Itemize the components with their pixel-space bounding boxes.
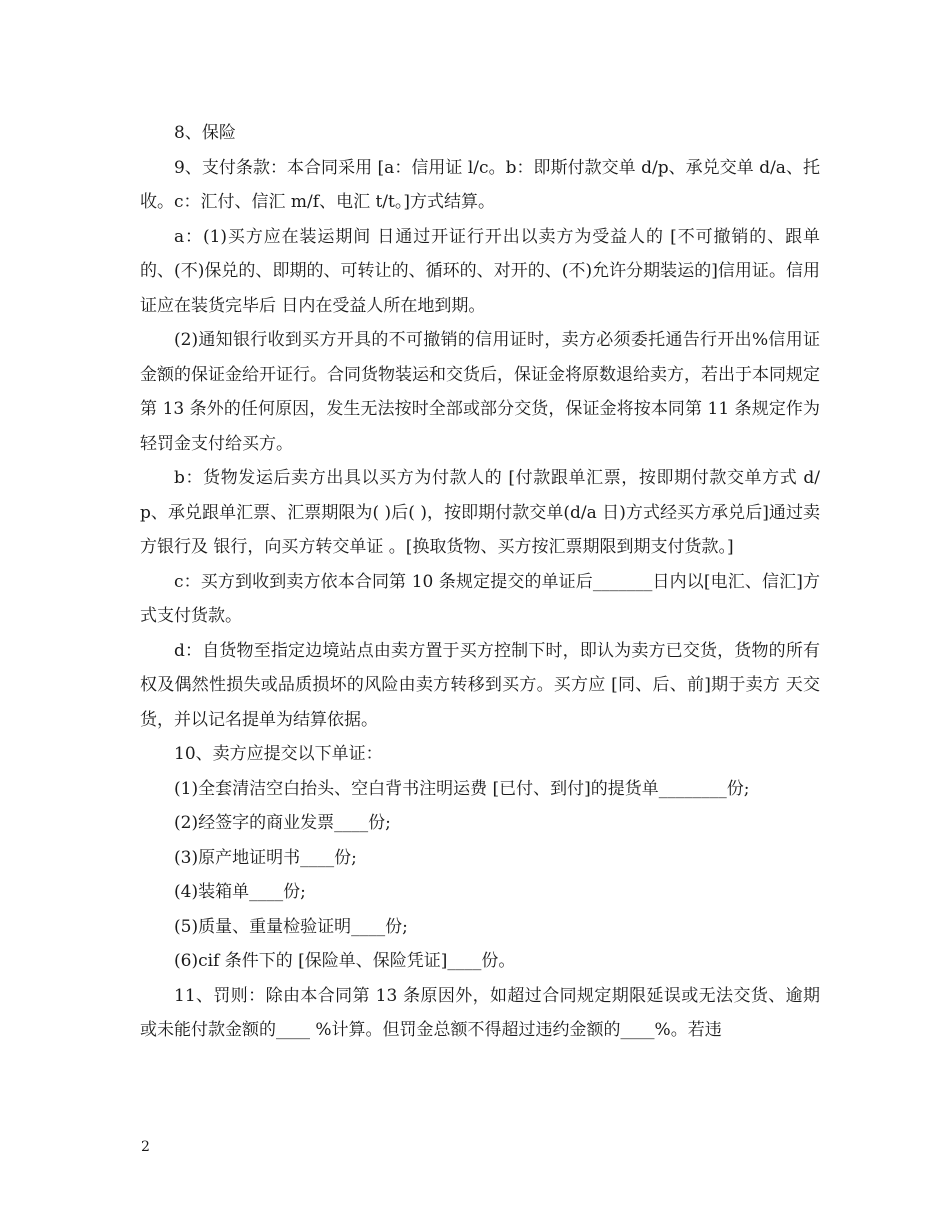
paragraph-letter-of-credit: a：(1)买方应在装运期间 日通过开证行开出以卖方为受益人的 [不可撤销的、跟单的、(不)保兑的、即期的、可转让的、循环的、对开的、(不)允许分期装运的]信用证。信用证应在装货完毕后 日内在受益人所在地到期。 xyxy=(140,226,820,316)
paragraph-insurance-heading: 8、保险 xyxy=(174,123,236,143)
list-item-commercial-invoice: (2)经签字的商业发票____份; xyxy=(174,813,391,833)
page-number: 2 xyxy=(141,1139,150,1155)
list-item-insurance-policy: (6)cif 条件下的 [保险单、保险凭证]____份。 xyxy=(174,951,516,971)
paragraph-deposit: (2)通知银行收到买方开具的不可撤销的信用证时，卖方必须委托通告行开出%信用证金额的保证金给开证行。合同货物装运和交货后，保证金将原数退给卖方，若出于本同规定第 13 条外的任何原因，发生无法按时全部或部分交货，保证金将按本同第 11 条规定作为轻罚金支付给买方。 xyxy=(140,330,820,454)
list-item-packing-list: (4)装箱单____份; xyxy=(174,882,306,902)
list-item-bill-of-lading: (1)全套清洁空白抬头、空白背书注明运费 [已付、到付]的提货单________份; xyxy=(174,778,750,799)
paragraph-penalties: 11、罚则：除由本合同第 13 条原因外，如超过合同规定期限延误或无法交货、逾期或未能付款金额的____ %计算。但罚金总额不得超过违约金额的____%。若违 xyxy=(140,985,820,1040)
paragraph-remittance: c：买方到收到卖方依本合同第 10 条规定提交的单证后_______日内以[电汇、信汇]方式支付货款。 xyxy=(140,571,820,626)
document-body xyxy=(140,116,820,1048)
list-item-inspection-certificate: (5)质量、重量检验证明____份; xyxy=(174,916,408,937)
paragraph-delivery-risk: d：自货物至指定边境站点由卖方置于买方控制下时，即认为卖方已交货，货物的所有权及偶然性损失或品质损坏的风险由卖方转移到买方。买方应 [同、后、前]期于卖方 天交货，并以记名提单为结算依据。 xyxy=(140,640,820,730)
paragraph-payment-terms: 9、支付条款：本合同采用 [a：信用证 l/c。b：即斯付款交单 d/p、承兑交单 d/a、托收。c：汇付、信汇 m/f、电汇 t/t。]方式结算。 xyxy=(140,157,820,212)
paragraph-documentary-draft: b：货物发运后卖方出具以买方为付款人的 [付款跟单汇票，按即期付款交单方式 d/p、承兑跟单汇票、汇票期限为( )后( )，按即期付款交单(d/a 日)方式经买方承兑后]通过卖方银行及 银行，向买方转交单证 。[换取货物、买方按汇票期限到期支付货款。] xyxy=(140,468,820,557)
paragraph-documents-heading: 10、卖方应提交以下单证： xyxy=(174,744,383,764)
list-item-certificate-of-origin: (3)原产地证明书____份; xyxy=(174,847,357,868)
